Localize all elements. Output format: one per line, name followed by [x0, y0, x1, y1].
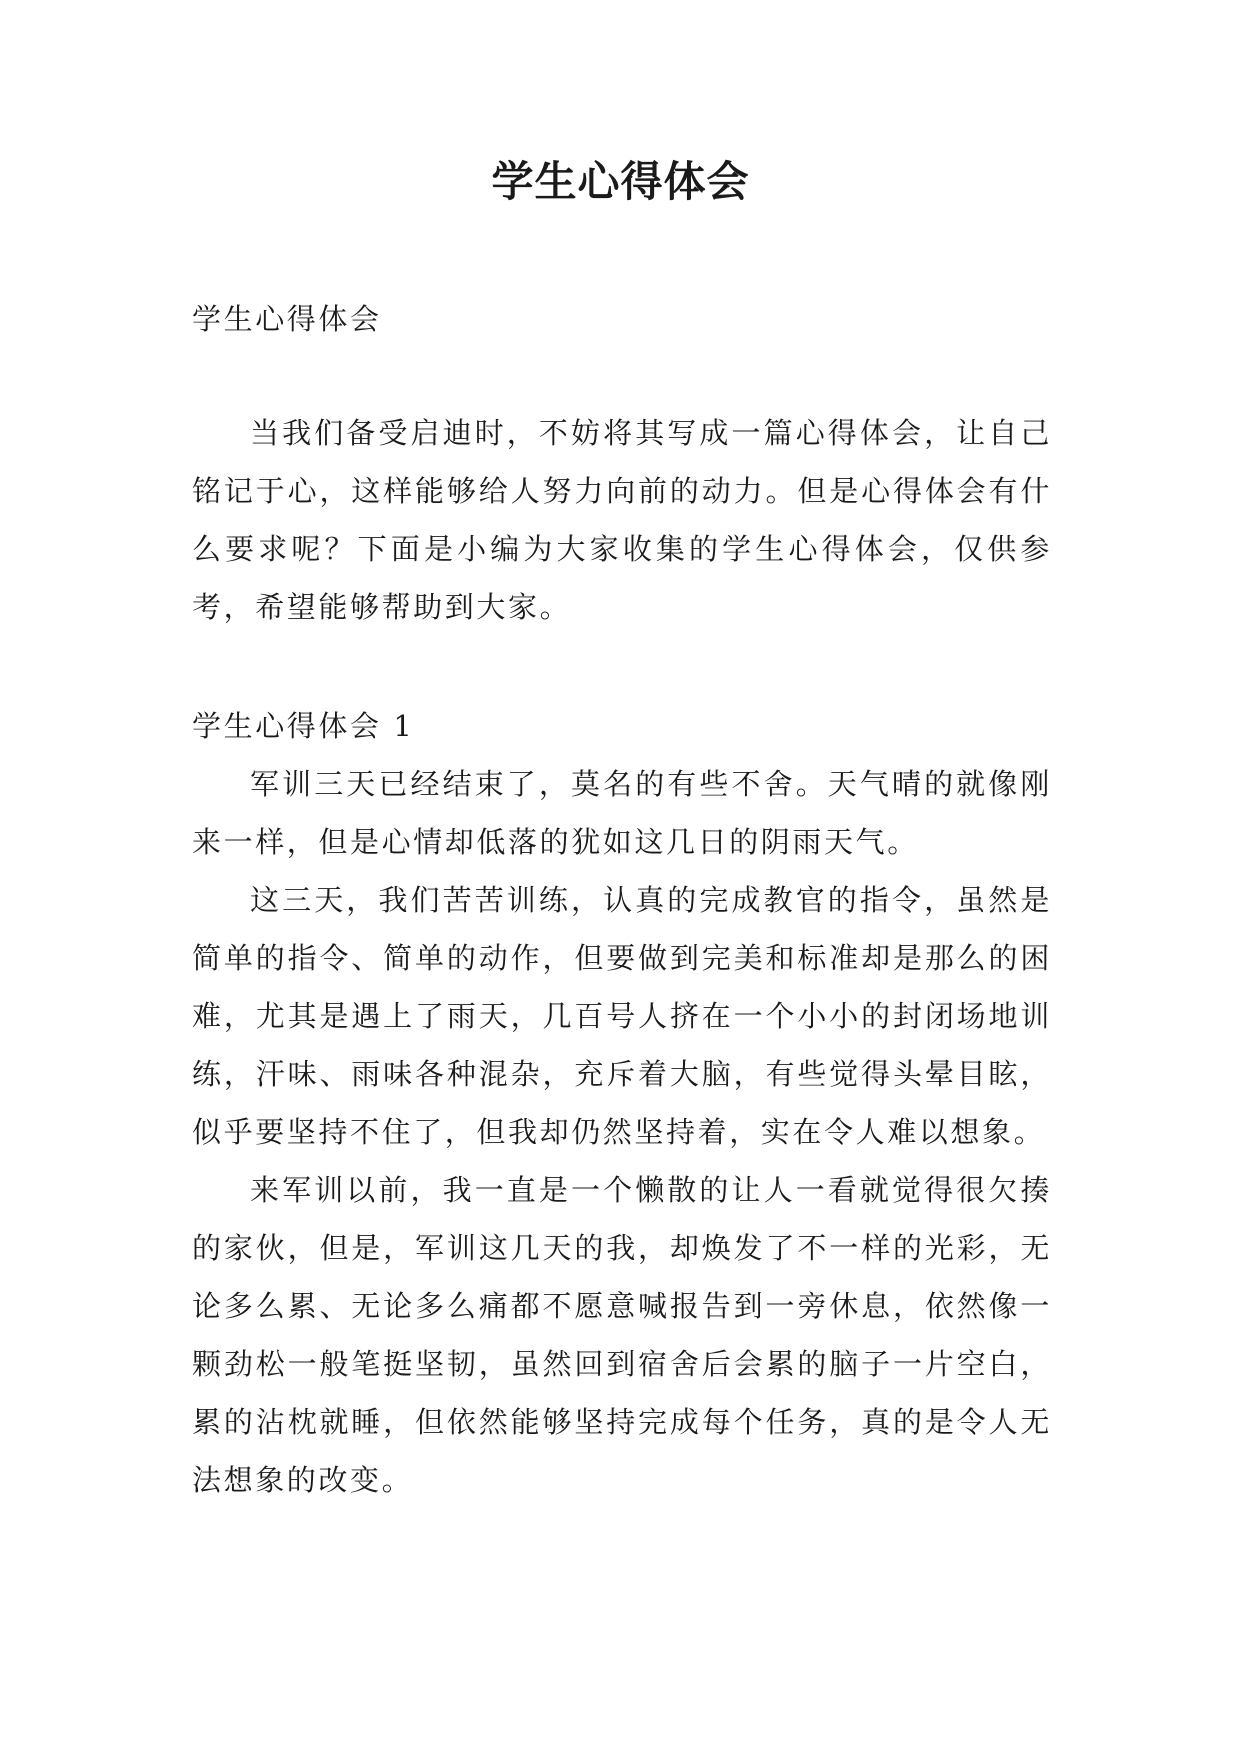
intro-block — [192, 404, 1052, 636]
document-title: 学生心得体会 — [491, 157, 750, 206]
subtitle-block — [192, 290, 1052, 348]
document-subtitle: 学生心得体会 — [192, 302, 382, 336]
intro-paragraph: 当我们备受启迪时，不妨将其写成一篇心得体会，让自己铭记于心，这样能够给人努力向前的动力。但是心得体会有什么要求呢？下面是小编为大家收集的学生心得体会，仅供参考，希望能够帮助到大家。 — [192, 416, 1052, 624]
section-1-paragraph-1: 军训三天已经结束了，莫名的有些不舍。天气晴的就像刚来一样，但是心情却低落的犹如这几日的阴雨天气。 — [192, 767, 1052, 859]
section-1-heading: 学生心得体会 1 — [192, 709, 415, 743]
section-1-body — [192, 755, 1052, 1509]
section-1-paragraph-3: 来军训以前，我一直是一个懒散的让人一看就觉得很欠揍的家伙，但是，军训这几天的我，却焕发了不一样的光彩，无论多么累、无论多么痛都不愿意喊报告到一旁休息，依然像一颗劲松一般笔挺坚韧，虽然回到宿舍后会累的脑子一片空白，累的沾枕就睡，但依然能够坚持完成每个任务，真的是令人无法想象的改变。 — [192, 1173, 1052, 1497]
section-1-paragraph-2: 这三天，我们苦苦训练，认真的完成教官的指令，虽然是简单的指令、简单的动作，但要做到完美和标准却是那么的困难，尤其是遇上了雨天，几百号人挤在一个小小的封闭场地训练，汗味、雨味各种混杂，充斥着大脑，有些觉得头晕目眩，似乎要坚持不住了，但我却仍然坚持着，实在令人难以想象。 — [192, 883, 1052, 1149]
section-1-heading-block — [192, 697, 1052, 755]
